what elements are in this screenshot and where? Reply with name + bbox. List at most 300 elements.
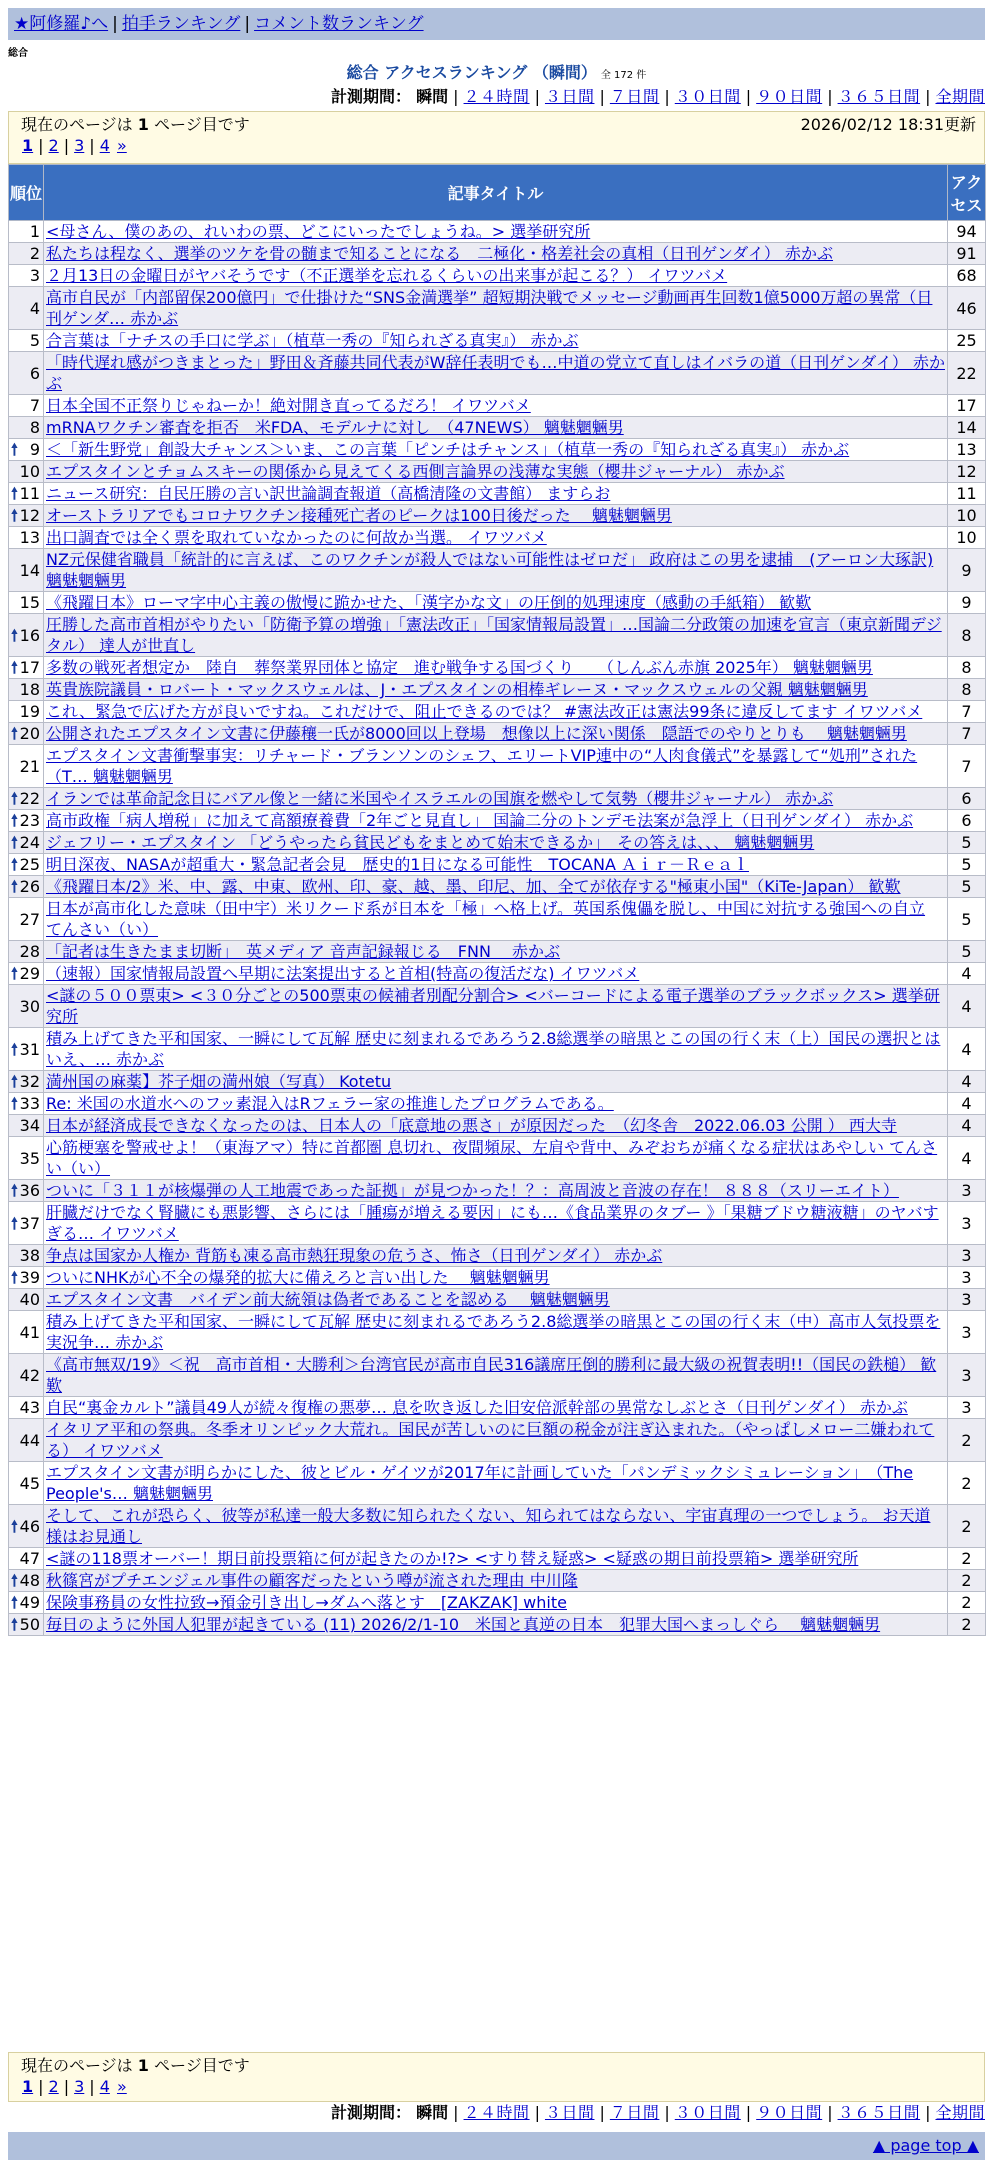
table-row (9, 745, 986, 788)
access-count: 13 (948, 439, 986, 461)
title-cell (44, 1354, 948, 1397)
article-link[interactable]: 私たちは程なく、選挙のツケを骨の髄まで知ることになる 二極化・格差社会の真相（日刊ゲンダイ） 赤かぶ (46, 244, 834, 263)
rank-number: 45 (19, 1473, 40, 1493)
table-row (9, 1548, 986, 1570)
access-count: 4 (948, 1028, 986, 1071)
rank-number: 39 (19, 1268, 40, 1287)
title-column-header: 記事タイトル (44, 165, 948, 221)
article-link[interactable]: <母さん、僕のあの、れいわの票、どこにいったでしょうね。> 選挙研究所 (46, 222, 591, 241)
rank-number: 2 (29, 244, 40, 263)
rank-cell (9, 592, 44, 614)
ranking-rows (9, 221, 986, 1636)
rank-cell (9, 723, 44, 745)
article-link[interactable]: これ、緊急で広げた方が良いですね。これだけで、阻止できるのでは？ #憲法改正は憲法99条に違反してます イワツバメ (46, 702, 923, 721)
rank-column-header: 順位 (9, 165, 44, 221)
top-navigation (8, 8, 985, 40)
site-name: 総合 (8, 48, 28, 59)
title-cell (44, 1548, 948, 1570)
rank-number: 30 (19, 996, 40, 1016)
title-cell (44, 549, 948, 592)
access-count: 5 (948, 876, 986, 898)
rank-number: 46 (19, 1516, 40, 1536)
page-title: 総合 アクセスランキング （瞬間） (346, 63, 597, 82)
rank-cell (9, 287, 44, 330)
article-link[interactable]: 出口調査では全く票を取れていなかったのに何故か当選。 イワツバメ (46, 528, 547, 547)
rank-cell (9, 941, 44, 963)
rank-cell (9, 876, 44, 898)
rank-number: 15 (19, 593, 40, 612)
page-link[interactable]: 1 (22, 2077, 34, 2096)
period-link[interactable]: ２４時間 (463, 2103, 530, 2122)
article-link[interactable]: 「時代遅れ感がつきまとった」野田＆斉藤共同代表がW辞任表明でも…中道の党立て直しはイバラの道（日刊ゲンダイ） 赤かぶ (46, 353, 945, 393)
article-link[interactable]: ジェフリー・エプスタイン 「どうやったら貧民どもをまとめて始末できるか」 その答えは、、、 魑魅魍魎男 (46, 833, 815, 852)
article-link[interactable]: ＜「新生野党」創設大チャンス＞いま、この言葉「ピンチはチャンス」（植草一秀の『知られざる真実』） 赤かぶ (46, 440, 850, 459)
access-count: 2 (948, 1419, 986, 1462)
access-count: 4 (948, 985, 986, 1028)
article-link[interactable]: mRNAワクチン審査を拒否 米FDA、モデルナに対し （47NEWS） 魑魅魍魎男 (46, 418, 624, 437)
rank-number: 27 (19, 909, 40, 929)
clap-ranking-link[interactable]: 拍手ランキング (121, 14, 241, 34)
table-row (9, 1397, 986, 1419)
period-link[interactable]: ３６５日間 (837, 2103, 921, 2122)
page-top-link[interactable]: ▲ page top ▲ (872, 2136, 979, 2155)
period-link[interactable]: ３日間 (544, 2103, 595, 2122)
rank-cell (9, 1462, 44, 1505)
title-cell (44, 1245, 948, 1267)
access-count: 4 (948, 963, 986, 985)
period-link[interactable]: ２４時間 (463, 87, 530, 106)
page-link[interactable]: 3 (74, 136, 85, 155)
table-row (9, 832, 986, 854)
access-count: 8 (948, 614, 986, 657)
page-link[interactable]: 2 (48, 2077, 59, 2096)
access-count: 25 (948, 330, 986, 352)
table-row (9, 221, 986, 243)
table-row (9, 657, 986, 679)
access-count: 22 (948, 352, 986, 395)
access-count: 10 (948, 527, 986, 549)
table-row (9, 679, 986, 701)
title-cell (44, 832, 948, 854)
article-link[interactable]: NZ元保健省職員「統計的に言えば、このワクチンが殺人ではない可能性はゼロだ」 政府はこの男を逮捕 (アーロン大琢訳) 魑魅魍魎男 (46, 550, 934, 590)
table-row (9, 505, 986, 527)
title-cell (44, 1028, 948, 1071)
table-row (9, 985, 986, 1028)
article-link[interactable]: Re: 米国の水道水へのフッ素混入はRフェラー家の推進したプログラムである。 (46, 1094, 614, 1113)
table-row (9, 265, 986, 287)
rank-number: 34 (19, 1116, 40, 1135)
period-separator: | (827, 2103, 833, 2122)
period-separator: | (599, 2103, 605, 2122)
article-link[interactable]: 日本が経済成長できなくなったのは、日本人の「底意地の悪さ」が原因だった （幻冬舎 2022.06.03 公開 ） 西大寺 (46, 1116, 897, 1135)
table-row (9, 898, 986, 941)
rank-number: 4 (29, 298, 40, 318)
title-cell (44, 679, 948, 701)
rank-number: 31 (19, 1039, 40, 1059)
article-link[interactable]: <謎の５００票束> <３０分ごとの500票束の候補者別配分割合> <バーコードによる電子選挙のブラックボックス> 選挙研究所 (46, 986, 940, 1026)
rank-cell (9, 854, 44, 876)
article-link[interactable]: 保険事務員の女性拉致→預金引き出し→ダムへ落とす [ZAKZAK] white (46, 1593, 567, 1612)
access-count: 6 (948, 810, 986, 832)
title-cell (44, 417, 948, 439)
rank-up-arrow-icon: 🠕 (11, 1615, 18, 1634)
rank-up-arrow-icon: 🠕 (11, 1593, 18, 1612)
rank-up-arrow-icon: 🠕 (11, 1213, 18, 1233)
period-link[interactable]: ３０日間 (674, 87, 741, 106)
period-separator: | (745, 87, 752, 106)
article-link[interactable]: 日本が高市化した意味（田中宇）米リクード系が日本を「極」へ格上げ。英国系傀儡を脱し、中国に対抗する強国への自立 てんさい（い） (46, 899, 926, 939)
article-link[interactable]: 公開されたエプスタイン文書に伊藤穰一氏が8000回以上登場 想像以上に深い関係 隠語でのやりとりも 魑魅魍魎男 (46, 724, 907, 743)
access-count: 2 (948, 1614, 986, 1636)
period-separator: | (827, 87, 833, 106)
access-count: 11 (948, 483, 986, 505)
rank-number: 19 (19, 702, 40, 721)
rank-cell (9, 395, 44, 417)
table-row (9, 941, 986, 963)
access-count: 3 (948, 1289, 986, 1311)
access-count: 9 (948, 592, 986, 614)
rank-cell (9, 527, 44, 549)
table-row (9, 1419, 986, 1462)
rank-up-arrow-icon: 🠕 (11, 440, 18, 459)
title-cell (44, 1570, 948, 1592)
rank-number: 28 (19, 942, 40, 961)
title-cell (44, 483, 948, 505)
rank-cell (9, 352, 44, 395)
article-link[interactable]: 圧勝した高市首相がやりたい「防衛予算の増強」「憲法改正」「国家情報局設置」…国論二分政策の加速を宣言（東京新聞デジタル） 達人が世直し (46, 615, 942, 655)
rank-cell (9, 679, 44, 701)
article-link[interactable]: 「記者は生きたまま切断」 英メディア 音声記録報じる FNN 赤かぶ (46, 942, 561, 961)
page-status-prefix: 現在のページは (21, 2056, 133, 2075)
page-link[interactable]: 1 (22, 136, 34, 155)
access-count: 46 (948, 287, 986, 330)
period-link[interactable]: 全期間 (935, 2103, 985, 2122)
access-count: 2 (948, 1548, 986, 1570)
rank-up-arrow-icon: 🠕 (11, 855, 18, 874)
rank-number: 12 (19, 506, 40, 525)
article-link[interactable]: 高市政権「病人増税」に加えて高額療養費「2年ごと見直し」 国論二分のトンデモ法案が急浮上（日刊ゲンダイ） 赤かぶ (46, 811, 914, 830)
access-count: 6 (948, 788, 986, 810)
article-link[interactable]: 積み上げてきた平和国家、一瞬にして瓦解 歴史に刻まれるであろう2.8総選挙の暗黒とこの国の行く末（上）国民の選択とはいえ、… 赤かぶ (46, 1029, 941, 1069)
rank-cell (9, 1180, 44, 1202)
table-row (9, 1028, 986, 1071)
article-link[interactable]: 《飛躍日本/2》米、中、露、中東、欧州、印、豪、越、墨、印尼、加、全てが依存する"極東小国"（KiTe-Japan） 歓歎 (46, 877, 901, 896)
title-cell (44, 1505, 948, 1548)
article-link[interactable]: 争点は国家か人権か 背筋も凍る高市熱狂現象の危うさ、怖さ（日刊ゲンダイ） 赤かぶ (46, 1246, 663, 1265)
table-row (9, 1462, 986, 1505)
rank-cell (9, 898, 44, 941)
rank-cell (9, 505, 44, 527)
access-count: 14 (948, 417, 986, 439)
rank-number: 5 (29, 331, 40, 350)
rank-number: 7 (29, 396, 40, 415)
rank-number: 8 (29, 418, 40, 437)
rank-number: 14 (19, 560, 40, 580)
rank-cell (9, 1245, 44, 1267)
article-link[interactable]: ついに「３１１が核爆弾の人工地震であった証拠」が見つかった！？：高周波と音波の存在！ ８８８（スリーエイト） (46, 1181, 899, 1200)
article-link[interactable]: 明日深夜、NASAが超重大・緊急記者会見 歴史的1日になる可能性 TOCANA Ａｉｒ－Ｒｅａｌ (46, 855, 749, 874)
title-cell (44, 1419, 948, 1462)
access-count: 91 (948, 243, 986, 265)
period-link[interactable]: ９０日間 (756, 2103, 823, 2122)
article-link[interactable]: ついにNHKが心不全の爆発的拡大に備えろと言い出した 魑魅魍魎男 (46, 1268, 550, 1287)
access-count: 5 (948, 898, 986, 941)
table-row (9, 395, 986, 417)
period-link[interactable]: ９０日間 (756, 87, 823, 106)
access-count: 4 (948, 1115, 986, 1137)
rank-number: 13 (19, 528, 40, 547)
table-row (9, 1505, 986, 1548)
article-link[interactable]: 毎日のように外国人犯罪が起きている (11) 2026/2/1-10 米国と真逆の日本 犯罪大国へまっしぐら 魑魅魍魎男 (46, 1615, 881, 1634)
article-link[interactable]: オーストラリアでもコロナワクチン接種死亡者のピークは100日後だった 魑魅魍魎男 (46, 506, 672, 525)
comment-ranking-link[interactable]: コメント数ランキング (254, 14, 424, 34)
rank-cell (9, 265, 44, 287)
rank-number: 43 (19, 1398, 40, 1417)
rank-cell (9, 549, 44, 592)
rank-number: 18 (19, 680, 40, 699)
rank-number: 22 (19, 789, 40, 808)
article-link[interactable]: 英貴族院議員・ロバート・マックスウェルは、J・エプスタインの相棒ギレーヌ・マックスウェルの父親 魑魅魍魎男 (46, 680, 868, 699)
current-page-number: 1 (137, 115, 149, 134)
rank-cell (9, 1505, 44, 1548)
period-separator: | (599, 87, 605, 106)
article-link[interactable]: イランでは革命記念日にバアル像と一緒に米国やイスラエルの国旗を燃やして気勢（櫻井ジャーナル） 赤かぶ (46, 789, 834, 808)
title-cell (44, 941, 948, 963)
access-count: 68 (948, 265, 986, 287)
rank-cell (9, 1071, 44, 1093)
article-link[interactable]: 積み上げてきた平和国家、一瞬にして瓦解 歴史に刻まれるであろう2.8総選挙の暗黒とこの国の行く末（中）高市人気投票を実況争… 赤かぶ (46, 1312, 941, 1352)
access-count: 8 (948, 657, 986, 679)
table-row (9, 1614, 986, 1636)
table-row (9, 1115, 986, 1137)
article-link[interactable]: 秋篠宮がプチエンジェル事件の顧客だったという噂が流された理由 中川隆 (46, 1571, 578, 1590)
rank-cell (9, 1570, 44, 1592)
rank-up-arrow-icon: 🠕 (11, 506, 18, 525)
access-count: 7 (948, 745, 986, 788)
table-row (9, 1354, 986, 1397)
table-row (9, 614, 986, 657)
access-count: 2 (948, 1505, 986, 1548)
period-separator: | (453, 87, 459, 106)
rank-number: 37 (19, 1213, 40, 1233)
next-page-link[interactable]: » (116, 2077, 127, 2096)
article-link[interactable]: （速報）国家情報局設置へ早期に法案提出すると首相(特高の復活だな) イワツバメ (46, 964, 640, 983)
page-separator: | (38, 136, 44, 155)
access-count: 4 (948, 1071, 986, 1093)
article-link[interactable]: 合言葉は「ナチスの手口に学ぶ」（植草一秀の『知られざる真実』） 赤かぶ (46, 331, 579, 350)
article-link[interactable]: <謎の118票オーバー！期日前投票箱に何が起きたのか!?> <すり替え疑惑> <疑惑の期日前投票箱> 選挙研究所 (46, 1549, 859, 1568)
article-link[interactable]: 日本全国不正祭りじゃねーか！絶対開き直ってるだろ！ イワツバメ (46, 396, 531, 415)
rank-cell (9, 439, 44, 461)
rank-up-arrow-icon: 🠕 (11, 1181, 18, 1200)
rank-number: 23 (19, 811, 40, 830)
title-cell (44, 1137, 948, 1180)
access-count: 3 (948, 1311, 986, 1354)
current-page-number: 1 (137, 2056, 149, 2075)
rank-up-arrow-icon: 🠕 (11, 1268, 18, 1287)
table-header-row (9, 165, 986, 221)
rank-cell (9, 1289, 44, 1311)
title-cell (44, 243, 948, 265)
page-separator: | (63, 136, 70, 155)
period-label: 計測期間： (331, 87, 412, 106)
title-cell (44, 1289, 948, 1311)
rank-cell (9, 330, 44, 352)
table-row (9, 1245, 986, 1267)
article-link[interactable]: 満州国の麻薬】芥子畑の満州娘（写真） Kotetu (46, 1072, 392, 1091)
rank-number: 11 (19, 484, 40, 503)
rank-number: 3 (29, 266, 40, 285)
rank-number: 9 (29, 440, 40, 459)
page-separator: | (63, 2077, 70, 2096)
rank-up-arrow-icon: 🠕 (11, 811, 18, 830)
table-row (9, 723, 986, 745)
page-link[interactable]: 3 (74, 2077, 85, 2096)
access-count: 10 (948, 505, 986, 527)
title-cell (44, 221, 948, 243)
rank-number: 21 (19, 756, 40, 776)
rank-cell (9, 243, 44, 265)
table-row (9, 243, 986, 265)
article-link[interactable]: イタリア平和の祭典。冬季オリンピック大荒れ。国民が苦しいのに巨額の税金が注ぎ込まれた。（やっぱしメロー二嫌われてる） イワツバメ (46, 1420, 935, 1460)
page-link[interactable]: 4 (99, 136, 110, 155)
access-count: 5 (948, 854, 986, 876)
article-link[interactable]: エプスタイン文書衝撃事実：リチャード・ブランソンのシェフ、エリートVIP連中の“人肉食儀式”を暴露して“処刑”された（T… 魑魅魍魎男 (46, 746, 918, 786)
rank-number: 17 (19, 658, 40, 677)
access-count: 3 (948, 1397, 986, 1419)
article-link[interactable]: ２月13日の金曜日がヤバそうです（不正選挙を忘れるくらいの出来事が起こる？） イワツバメ (46, 266, 728, 285)
rank-number: 29 (19, 964, 40, 983)
table-row (9, 461, 986, 483)
period-current: 瞬間 (416, 87, 449, 106)
rank-number: 6 (29, 363, 40, 383)
access-count: 3 (948, 1202, 986, 1245)
title-cell (44, 701, 948, 723)
rank-cell (9, 1592, 44, 1614)
access-count: 4 (948, 1093, 986, 1115)
rank-up-arrow-icon: 🠕 (11, 1072, 18, 1091)
period-separator: | (664, 2103, 670, 2122)
home-link[interactable]: ★阿修羅♪へ (14, 14, 109, 34)
nav-separator: | (244, 14, 251, 34)
article-link[interactable]: 《飛躍日本》ローマ字中心主義の傲慢に跪かせた、「漢字かな文」の圧倒的処理速度（感動の手紙箱） 歓歎 (46, 593, 812, 612)
access-count: 3 (948, 1354, 986, 1397)
rank-cell (9, 1202, 44, 1245)
rank-up-arrow-icon: 🠕 (11, 877, 18, 896)
title-cell (44, 1093, 948, 1115)
table-row (9, 417, 986, 439)
period-label: 計測期間： (331, 2103, 412, 2122)
article-link[interactable]: そして、これが恐らく、彼等が私達一般大多数に知られたくない、知られてはならない、宇宙真理の一つでしょう。 お天道様はお見通し (46, 1506, 931, 1546)
rank-up-arrow-icon: 🠕 (11, 484, 18, 503)
page-separator: | (89, 2077, 95, 2096)
table-row (9, 854, 986, 876)
article-link[interactable]: 高市自民が「内部留保200億円」で仕掛けた“SNS金満選挙” 超短期決戦でメッセージ動画再生回数1億5000万超の異常（日刊ゲンダ… 赤かぶ (46, 288, 933, 328)
rank-cell (9, 483, 44, 505)
access-column-header: アクセス (948, 165, 986, 221)
article-link[interactable]: エプスタインとチョムスキーの関係から見えてくる西側言論界の浅薄な実態（櫻井ジャーナル） 赤かぶ (46, 462, 785, 481)
article-link[interactable]: ニュース研究：自民圧勝の言い訳世論調査報道（高橋清隆の文書館） ますらお (46, 484, 611, 503)
period-link[interactable]: ３日間 (544, 87, 595, 106)
rank-number: 24 (19, 833, 40, 852)
page-separator: | (89, 136, 95, 155)
title-cell (44, 854, 948, 876)
rank-number: 42 (19, 1365, 40, 1385)
period-current: 瞬間 (416, 2103, 449, 2122)
period-separator: | (925, 87, 931, 106)
rank-number: 40 (19, 1290, 40, 1309)
page-title-block (0, 60, 993, 83)
period-link[interactable]: 全期間 (935, 87, 985, 106)
article-link[interactable]: 心筋梗塞を警戒せよ！（東海アマ）特に首都圏 息切れ、夜間頻尿、左肩や背中、みぞおちが痛くなる症状はあやしい てんさい（い） (46, 1138, 938, 1178)
article-link[interactable]: 多数の戦死者想定か 陸自 葬祭業界団体と協定 進む戦争する国づくり （しんぶん赤旗 2025年） 魑魅魍魎男 (46, 658, 873, 677)
access-count: 94 (948, 221, 986, 243)
period-link[interactable]: ３６５日間 (837, 87, 921, 106)
table-row (9, 592, 986, 614)
rank-number: 47 (19, 1549, 40, 1568)
title-cell (44, 614, 948, 657)
ranking-table (8, 164, 986, 1636)
article-link[interactable]: 自民“裏金カルト”議員49人が続々復権の悪夢… 息を吹き返した旧安倍派幹部の異常なしぶとさ（日刊ゲンダイ） 赤かぶ (46, 1398, 908, 1417)
access-count: 2 (948, 1570, 986, 1592)
title-cell (44, 1115, 948, 1137)
period-link[interactable]: ７日間 (609, 2103, 660, 2122)
rank-number: 44 (19, 1430, 40, 1450)
rank-cell (9, 788, 44, 810)
page-link[interactable]: 2 (48, 136, 59, 155)
access-count: 9 (948, 549, 986, 592)
rank-cell (9, 810, 44, 832)
rank-cell (9, 1311, 44, 1354)
table-row (9, 1289, 986, 1311)
next-page-link[interactable]: » (116, 136, 127, 155)
page-separator: | (38, 2077, 44, 2096)
table-row (9, 439, 986, 461)
page-status-prefix: 現在のページは (21, 115, 133, 134)
article-link[interactable]: 肝臓だけでなく腎臓にも悪影響、さらには「腫瘍が増える要因」にも…《食品業界のタブー 》「果糖ブドウ糖液糖」のヤバすぎる… イワツバメ (46, 1203, 939, 1243)
title-cell (44, 395, 948, 417)
table-row (9, 1570, 986, 1592)
access-count: 3 (948, 1245, 986, 1267)
table-row (9, 788, 986, 810)
article-link[interactable]: 《高市無双/19》＜祝 高市首相・大勝利＞台湾官民が高市自民316議席圧倒的勝利に最大級の祝賀表明!!（国民の鉄槌） 歓歎 (46, 1355, 937, 1395)
access-count: 12 (948, 461, 986, 483)
title-cell (44, 527, 948, 549)
rank-up-arrow-icon: 🠕 (11, 1571, 18, 1590)
period-separator: | (534, 87, 540, 106)
rank-cell (9, 963, 44, 985)
article-link[interactable]: エプスタイン文書 バイデン前大統領は偽者であることを認める 魑魅魍魎男 (46, 1290, 610, 1309)
rank-number: 35 (19, 1148, 40, 1168)
rank-cell (9, 461, 44, 483)
table-row (9, 330, 986, 352)
access-count: 7 (948, 701, 986, 723)
table-row (9, 810, 986, 832)
title-cell (44, 287, 948, 330)
period-link[interactable]: ７日間 (609, 87, 660, 106)
table-row (9, 963, 986, 985)
title-cell (44, 657, 948, 679)
title-cell (44, 1071, 948, 1093)
rank-cell (9, 1397, 44, 1419)
article-link[interactable]: エプスタイン文書が明らかにした、彼とビル・ゲイツが2017年に計画していた「パンデミックシミュレーション」 （The People's… 魑魅魍魎男 (46, 1463, 914, 1503)
title-cell (44, 1180, 948, 1202)
title-cell (44, 810, 948, 832)
title-cell (44, 592, 948, 614)
rank-cell (9, 1354, 44, 1397)
period-link[interactable]: ３０日間 (674, 2103, 741, 2122)
page-link[interactable]: 4 (99, 2077, 110, 2096)
